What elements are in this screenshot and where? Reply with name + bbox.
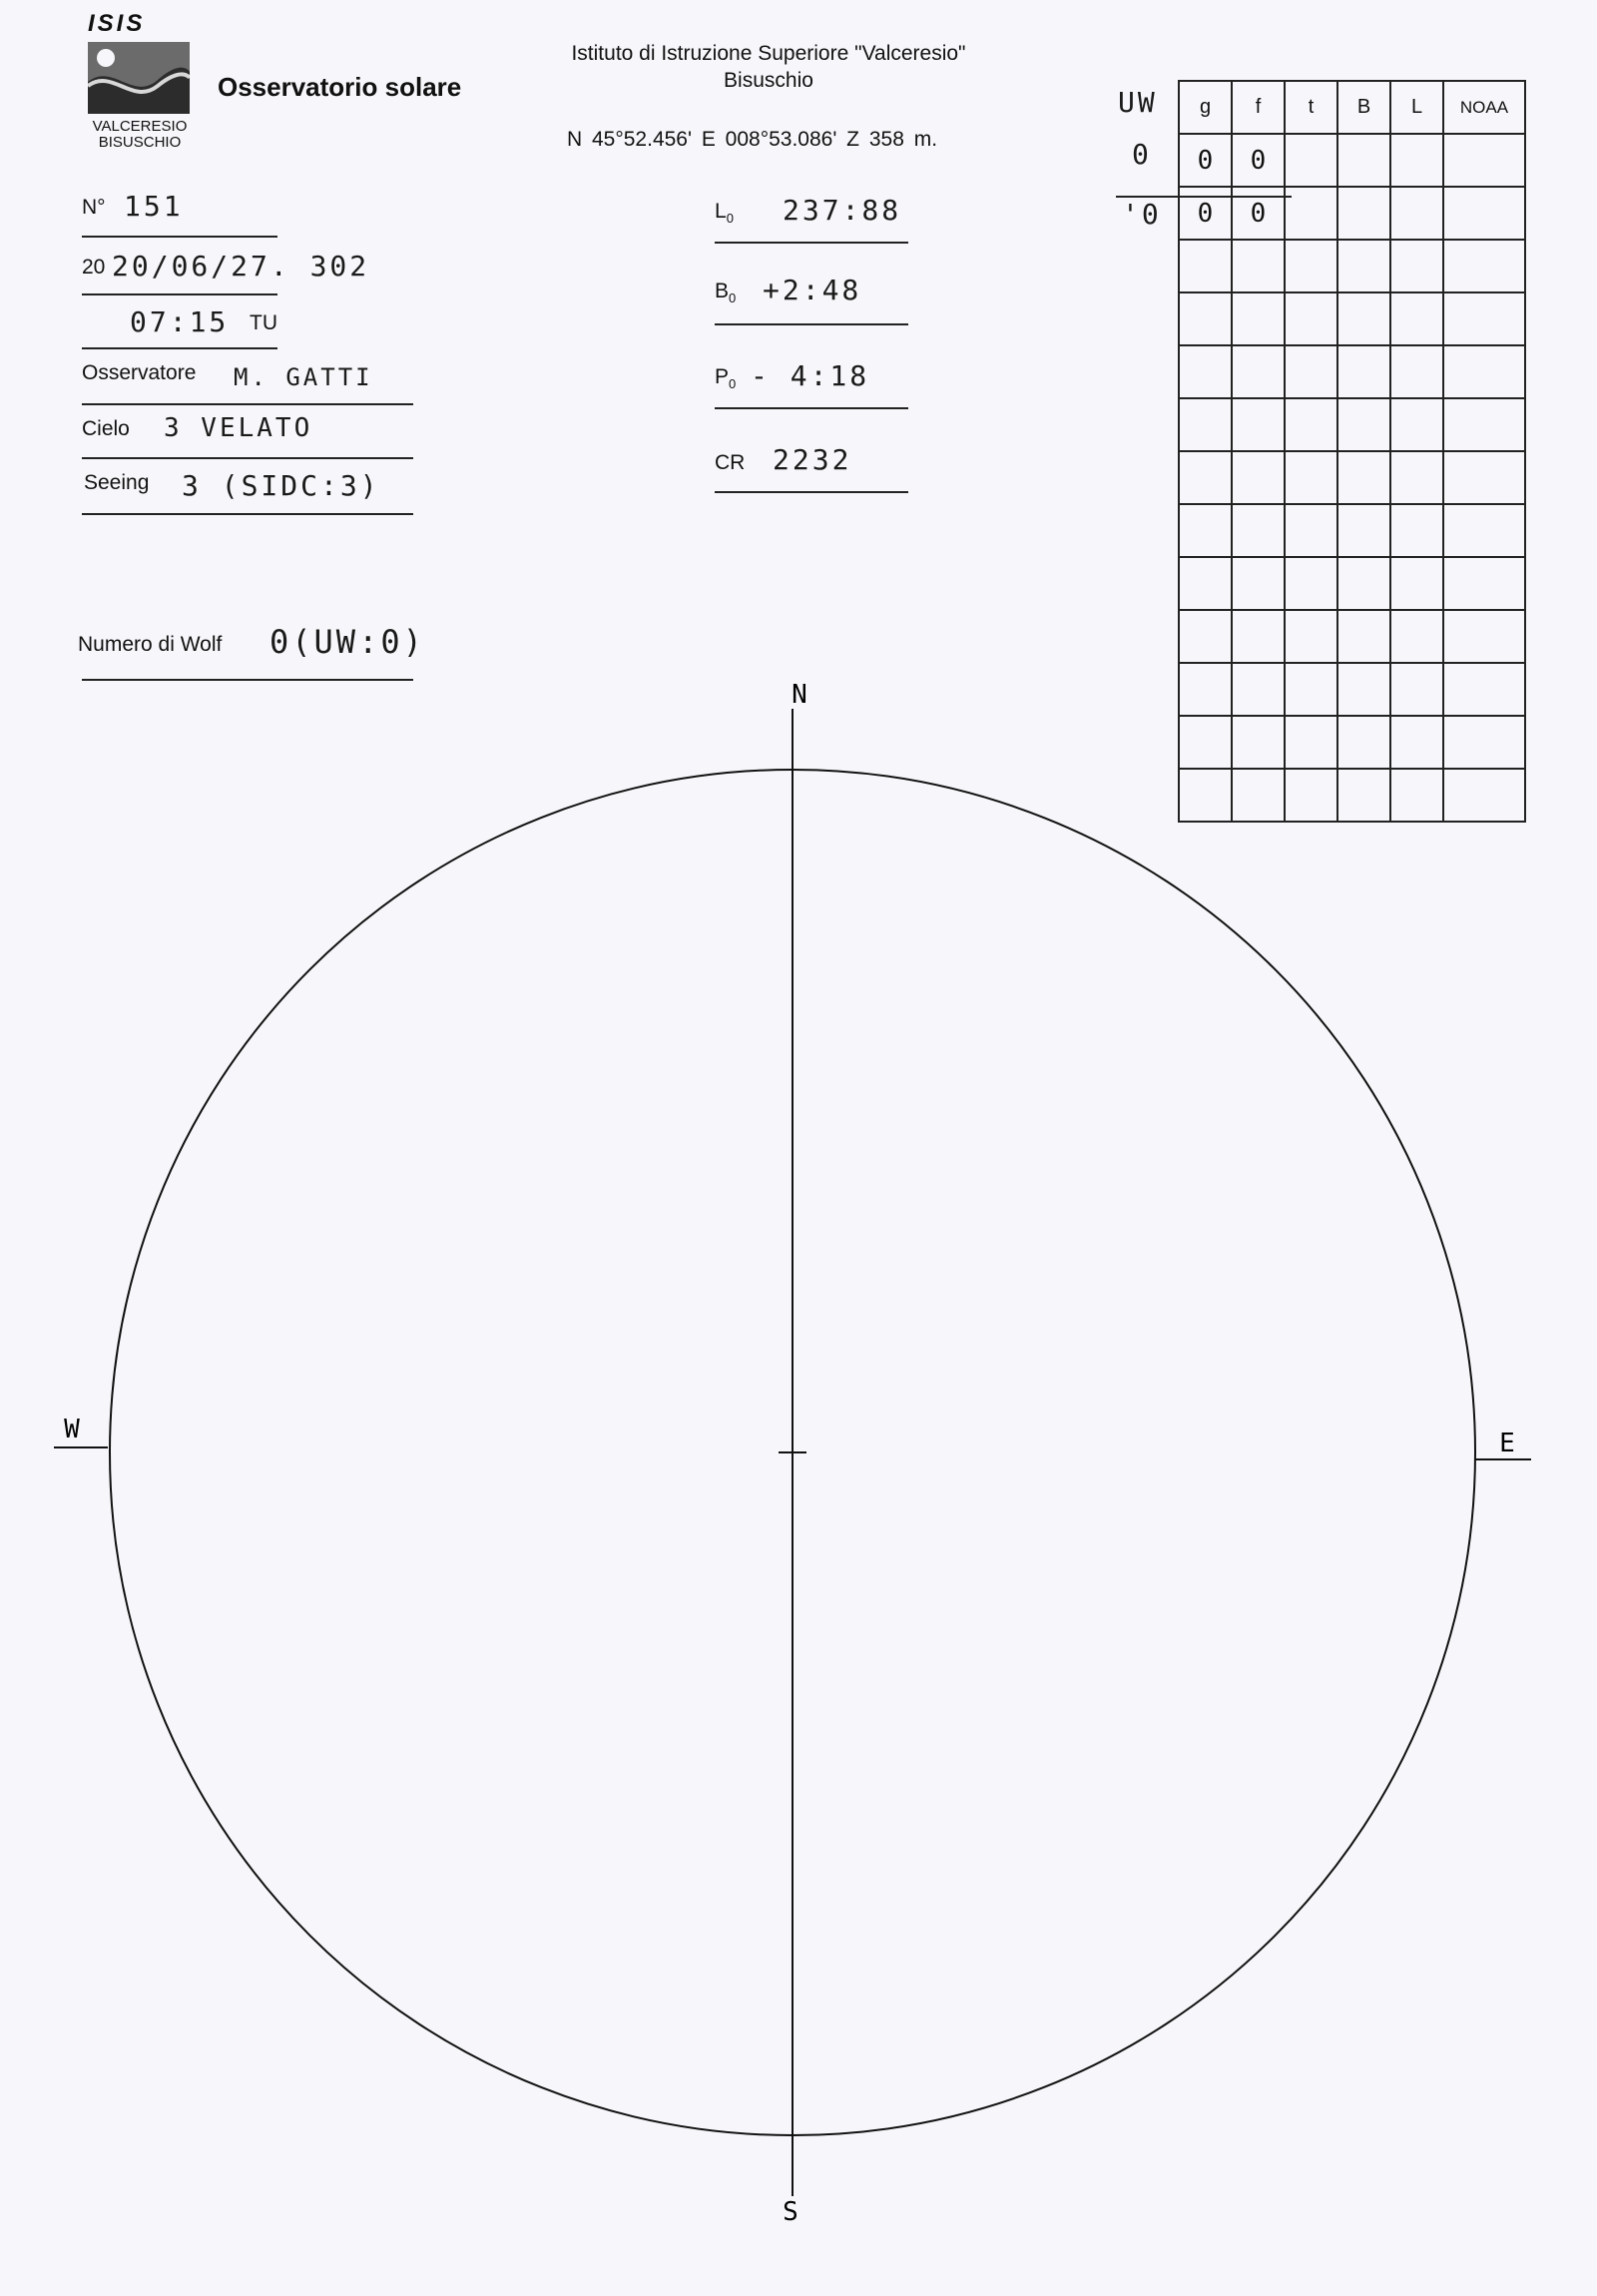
observatory-title: Osservatorio solare [218, 72, 462, 102]
logo-subtitle-2: BISUSCHIO [98, 134, 182, 151]
date-value: 20/06/27. 302 [112, 250, 370, 283]
wolf-number-label: Numero di Wolf [78, 633, 223, 656]
table-cell: 0 [1179, 187, 1232, 240]
north-label: N [792, 680, 807, 710]
header-t: t [1285, 81, 1337, 134]
p0-label: $P_0$ [715, 365, 737, 392]
header-noaa: NOAA [1443, 81, 1525, 134]
seeing-value: 3 (SIDC:3) [182, 469, 380, 502]
uw-column-header: UW [1118, 86, 1158, 119]
uw-row2-value: '0 [1122, 198, 1162, 231]
seeing-label: Seeing [84, 471, 150, 494]
logo-subtitle-1: VALCERESIO [92, 118, 188, 135]
uw-row1-value: 0 [1132, 138, 1152, 171]
l0-value: 237:88 [783, 194, 902, 227]
time-suffix: TU [250, 311, 277, 334]
observer-value: M. GATTI [234, 363, 373, 391]
header-l: L [1390, 81, 1443, 134]
institute-name: Istituto di Istruzione Superiore "Valceresio" [571, 42, 966, 65]
institute-location: Bisuschio [724, 69, 813, 92]
number-label: N° [82, 196, 106, 219]
east-label: E [1499, 1429, 1515, 1458]
header-g: g [1179, 81, 1232, 134]
date-prefix: 20 [82, 256, 106, 279]
logo-wordmark: ISIS [88, 10, 146, 37]
header-f: f [1232, 81, 1285, 134]
cr-label: CR [715, 451, 746, 474]
header-b: B [1337, 81, 1390, 134]
table-cell: 0 [1179, 134, 1232, 187]
b0-label: $B_0$ [715, 280, 737, 306]
observatory-coordinates: N 45°52.456' E 008°53.086' Z 358 m. [567, 128, 938, 151]
time-value: 07:15 [130, 305, 230, 338]
sky-value: 3 VELATO [164, 413, 313, 443]
l0-label: $L_0$ [715, 200, 734, 227]
observer-label: Osservatore [82, 361, 197, 384]
b0-value: +2:48 [763, 274, 862, 306]
west-label: W [64, 1415, 80, 1444]
south-label: S [783, 2197, 798, 2227]
wolf-number-value: 0(UW:0) [269, 623, 425, 661]
cr-value: 2232 [773, 443, 852, 476]
number-value: 151 [124, 190, 184, 223]
sky-label: Cielo [82, 417, 130, 440]
p0-value: - 4:18 [751, 359, 870, 392]
table-cell: 0 [1232, 187, 1285, 240]
table-cell: 0 [1232, 134, 1285, 187]
